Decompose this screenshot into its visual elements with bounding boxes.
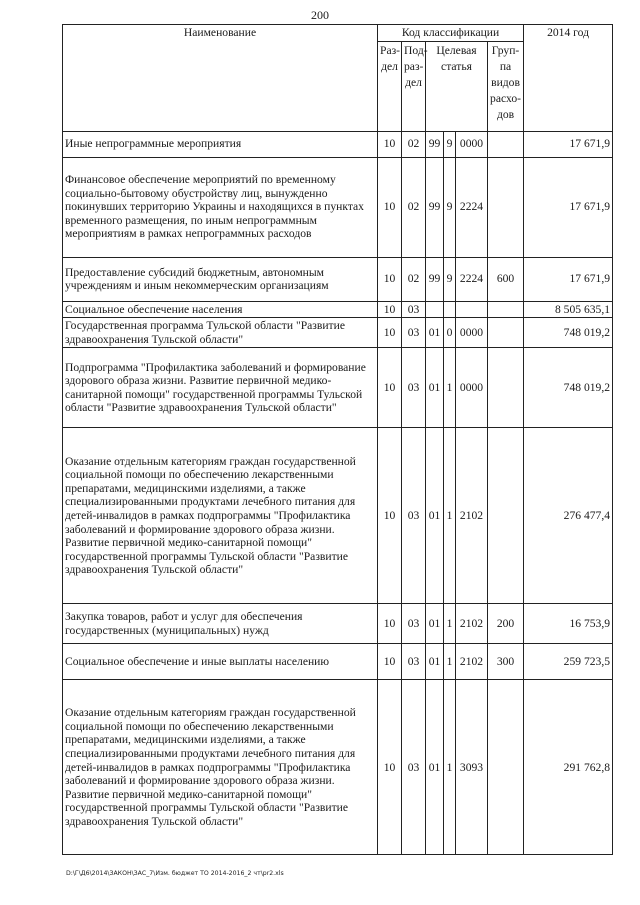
row-amount: 748 019,2 (524, 348, 613, 428)
row-target-direction: 2102 (456, 428, 488, 604)
row-target-subprogram: 1 (444, 644, 456, 680)
page-number: 200 (311, 8, 329, 22)
row-target-program (426, 301, 444, 318)
table-row (63, 604, 613, 644)
row-target-direction: 2224 (456, 157, 488, 257)
row-target-subprogram: 0 (444, 318, 456, 348)
budget-table (62, 24, 613, 855)
row-expense-group (488, 318, 524, 348)
row-section: 10 (378, 348, 402, 428)
row-subsection: 03 (402, 301, 426, 318)
row-target-subprogram: 9 (444, 157, 456, 257)
row-target-direction: 0000 (456, 318, 488, 348)
row-subsection: 03 (402, 348, 426, 428)
row-target-program: 01 (426, 348, 444, 428)
row-target-direction (456, 301, 488, 318)
row-name: Закупка товаров, работ и услуг для обеспечения государственных (муниципальных) нужд (63, 604, 378, 644)
row-target-direction: 3093 (456, 680, 488, 855)
row-target-direction: 2102 (456, 644, 488, 680)
row-target-program: 01 (426, 680, 444, 855)
row-amount: 16 753,9 (524, 604, 613, 644)
table-row (63, 348, 613, 428)
row-target-direction: 2102 (456, 604, 488, 644)
row-section: 10 (378, 257, 402, 301)
table-row (63, 157, 613, 257)
row-target-program: 99 (426, 257, 444, 301)
table-row (63, 428, 613, 604)
row-expense-group: 300 (488, 644, 524, 680)
row-target-program: 01 (426, 428, 444, 604)
row-name: Социальное обеспечение населения (63, 301, 378, 318)
row-amount: 748 019,2 (524, 318, 613, 348)
row-amount: 17 671,9 (524, 131, 613, 157)
row-expense-group (488, 301, 524, 318)
row-expense-group (488, 680, 524, 855)
row-target-subprogram: 1 (444, 348, 456, 428)
header-year: 2014 год (524, 25, 613, 132)
row-subsection: 02 (402, 257, 426, 301)
row-section: 10 (378, 644, 402, 680)
row-target-subprogram: 1 (444, 604, 456, 644)
row-subsection: 03 (402, 680, 426, 855)
row-expense-group (488, 348, 524, 428)
row-name: Оказание отдельным категориям граждан государственной социальной помощи по обеспечению лекарственными препаратами, медицинскими изделиями, а также специализированными продуктами лечебного питания для детей-инвалидов в рамках подпрограммы "Профилактика заболеваний и формирование здорового образа жизни. Развитие первичной медико-санитарной помощи" государственной программы Тульской области "Развитие здравоохранения Тульской области" (63, 680, 378, 855)
row-name: Государственная программа Тульской области "Развитие здравоохранения Тульской области" (63, 318, 378, 348)
row-amount: 291 762,8 (524, 680, 613, 855)
row-name: Оказание отдельным категориям граждан государственной социальной помощи по обеспечению лекарственными препаратами, медицинскими изделиями, а также специализированными продуктами лечебного питания для детей-инвалидов в рамках подпрограммы "Профилактика заболеваний и формирование здорового образа жизни. Развитие первичной медико-санитарной помощи" государственной программы Тульской области "Развитие здравоохранения Тульской области" (63, 428, 378, 604)
row-section: 10 (378, 604, 402, 644)
row-target-program: 99 (426, 157, 444, 257)
table-row (63, 131, 613, 157)
row-target-direction: 0000 (456, 348, 488, 428)
row-target-program: 01 (426, 318, 444, 348)
row-section: 10 (378, 301, 402, 318)
row-subsection: 03 (402, 428, 426, 604)
row-section: 10 (378, 428, 402, 604)
row-name: Финансовое обеспечение мероприятий по временному социально-бытовому обустройству лиц, вынужденно покинувших территорию Украины и находящихся в пунктах временного размещения, по иным непрограммным мероприятиям в рамках непрограммных расходов (63, 157, 378, 257)
table-row (63, 644, 613, 680)
row-section: 10 (378, 680, 402, 855)
row-subsection: 02 (402, 157, 426, 257)
row-name: Социальное обеспечение и иные выплаты населению (63, 644, 378, 680)
row-expense-group: 200 (488, 604, 524, 644)
row-expense-group: 600 (488, 257, 524, 301)
header-expense-group: Груп-па видов расхо-дов (488, 41, 524, 131)
header-name: Наименование (63, 25, 378, 132)
row-amount: 17 671,9 (524, 257, 613, 301)
table-row (63, 680, 613, 855)
row-target-subprogram: 9 (444, 257, 456, 301)
header-subsection: Под-раз-дел (402, 41, 426, 131)
row-section: 10 (378, 157, 402, 257)
header-target-item: Целевая статья (426, 41, 488, 131)
table-row (63, 257, 613, 301)
row-name: Иные непрограммные мероприятия (63, 131, 378, 157)
file-path-footer: D:\Г\Д6\2014\ЗАКОН\ЗАС_7\Изм. бюджет ТО 2014-2016_2 чт\pr2.xls (66, 870, 284, 877)
row-target-subprogram (444, 301, 456, 318)
row-expense-group (488, 157, 524, 257)
row-target-direction: 2224 (456, 257, 488, 301)
row-target-program: 01 (426, 644, 444, 680)
row-target-subprogram: 9 (444, 131, 456, 157)
row-amount: 8 505 635,1 (524, 301, 613, 318)
row-target-direction: 0000 (456, 131, 488, 157)
row-expense-group (488, 131, 524, 157)
row-target-program: 99 (426, 131, 444, 157)
row-target-program: 01 (426, 604, 444, 644)
row-amount: 17 671,9 (524, 157, 613, 257)
row-name: Предоставление субсидий бюджетным, автономным учреждениям и иным некоммерческим организациям (63, 257, 378, 301)
header-section: Раз-дел (378, 41, 402, 131)
row-subsection: 03 (402, 318, 426, 348)
row-amount: 259 723,5 (524, 644, 613, 680)
row-subsection: 02 (402, 131, 426, 157)
table-row (63, 301, 613, 318)
row-name: Подпрограмма "Профилактика заболеваний и формирование здорового образа жизни. Развитие первичной медико-санитарной помощи" государственной программы Тульской области "Развитие здравоохранения Тульской области" (63, 348, 378, 428)
row-expense-group (488, 428, 524, 604)
row-subsection: 03 (402, 604, 426, 644)
row-section: 10 (378, 131, 402, 157)
row-target-subprogram: 1 (444, 680, 456, 855)
row-subsection: 03 (402, 644, 426, 680)
header-code-group: Код классификации (378, 25, 524, 42)
row-amount: 276 477,4 (524, 428, 613, 604)
row-target-subprogram: 1 (444, 428, 456, 604)
table-row (63, 318, 613, 348)
row-section: 10 (378, 318, 402, 348)
